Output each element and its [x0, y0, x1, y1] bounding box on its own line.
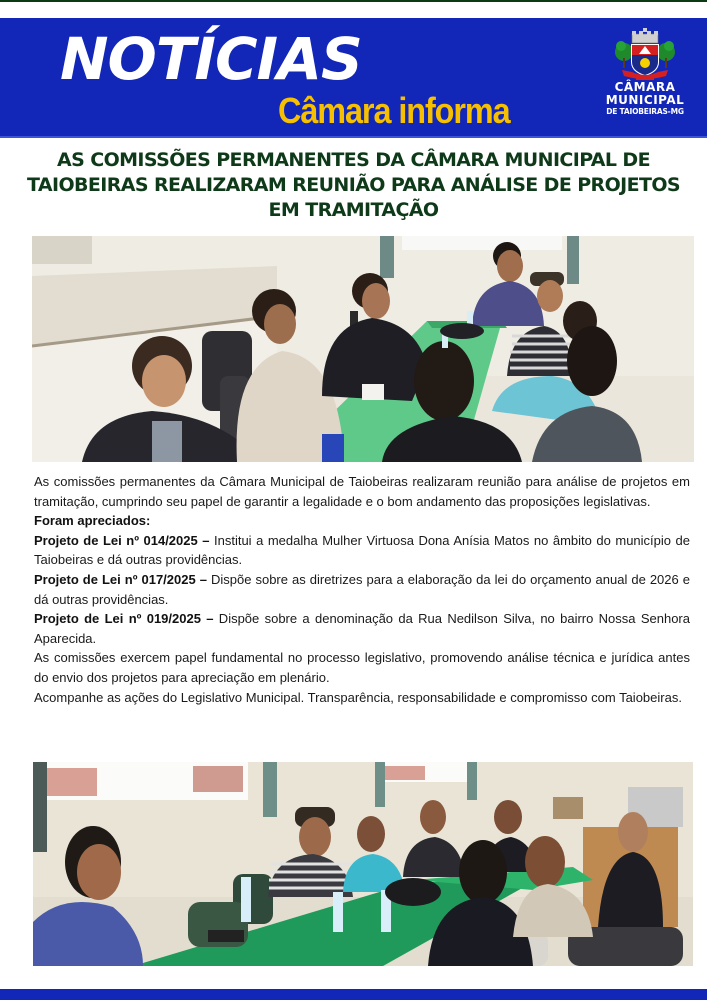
project-label: Projeto de Lei nº 014/2025 – — [34, 532, 210, 548]
article-intro: As comissões permanentes da Câmara Municipal de Taiobeiras realizaram reunião para análise de projetos em tramitação, cumprindo seu papel de garantir a legalidade e o bom andamento das proposições legislativas. — [34, 474, 690, 509]
project-item — [34, 531, 690, 570]
meeting-photo-1 — [32, 236, 694, 462]
list-heading: Foram apreciados: — [34, 513, 151, 529]
project-label: Projeto de Lei nº 017/2025 – — [34, 571, 207, 587]
logo-text-city: DE TAIOBEIRAS-MG — [606, 107, 684, 116]
project-description: Dispõe sobre a denominação da Rua Nedilson Silva, no bairro Nossa Senhora Aparecida. — [34, 611, 690, 646]
headline-line-3: EM TRAMITAÇÃO — [268, 199, 439, 221]
coat-of-arms-icon — [610, 28, 680, 82]
project-item — [34, 570, 690, 609]
project-label: Projeto de Lei nº 019/2025 – — [34, 611, 214, 627]
headline-line-2: TAIOBEIRAS REALIZARAM REUNIÃO PARA ANÁLISE DE PROJETOS — [26, 174, 680, 196]
article-paragraph-2: As comissões exercem papel fundamental no processo legislativo, promovendo análise técnica e jurídica antes do envio dos projetos para apreciação em plenário. — [34, 650, 690, 685]
headline-line-1: AS COMISSÕES PERMANENTES DA CÂMARA MUNICIPAL DE — [57, 149, 650, 171]
project-item — [34, 609, 690, 648]
project-description: Institui a medalha Mulher Virtuosa Dona Anísia Matos no âmbito do município de Taiobeiras e dá outras providências. — [34, 532, 690, 568]
meeting-photo-2 — [33, 762, 693, 966]
logo-text-camara: CÂMARA — [614, 80, 676, 94]
banner-subtitle: Câmara informa — [278, 90, 510, 131]
headline — [10, 148, 697, 223]
logo-text-municipal: MUNICIPAL — [605, 93, 685, 107]
footer-bar — [0, 989, 707, 1000]
banner-title: NOTÍCIAS — [60, 25, 362, 93]
header-banner — [0, 18, 707, 138]
project-description: Dispõe sobre as diretrizes para a elaboração da lei do orçamento anual de 2026 e dá outras providências. — [34, 571, 690, 607]
article-body — [34, 472, 690, 707]
camara-logo — [590, 28, 700, 128]
top-rule — [0, 0, 707, 2]
article-paragraph-3: Acompanhe as ações do Legislativo Municipal. Transparência, responsabilidade e compromisso com Taiobeiras. — [34, 689, 682, 705]
